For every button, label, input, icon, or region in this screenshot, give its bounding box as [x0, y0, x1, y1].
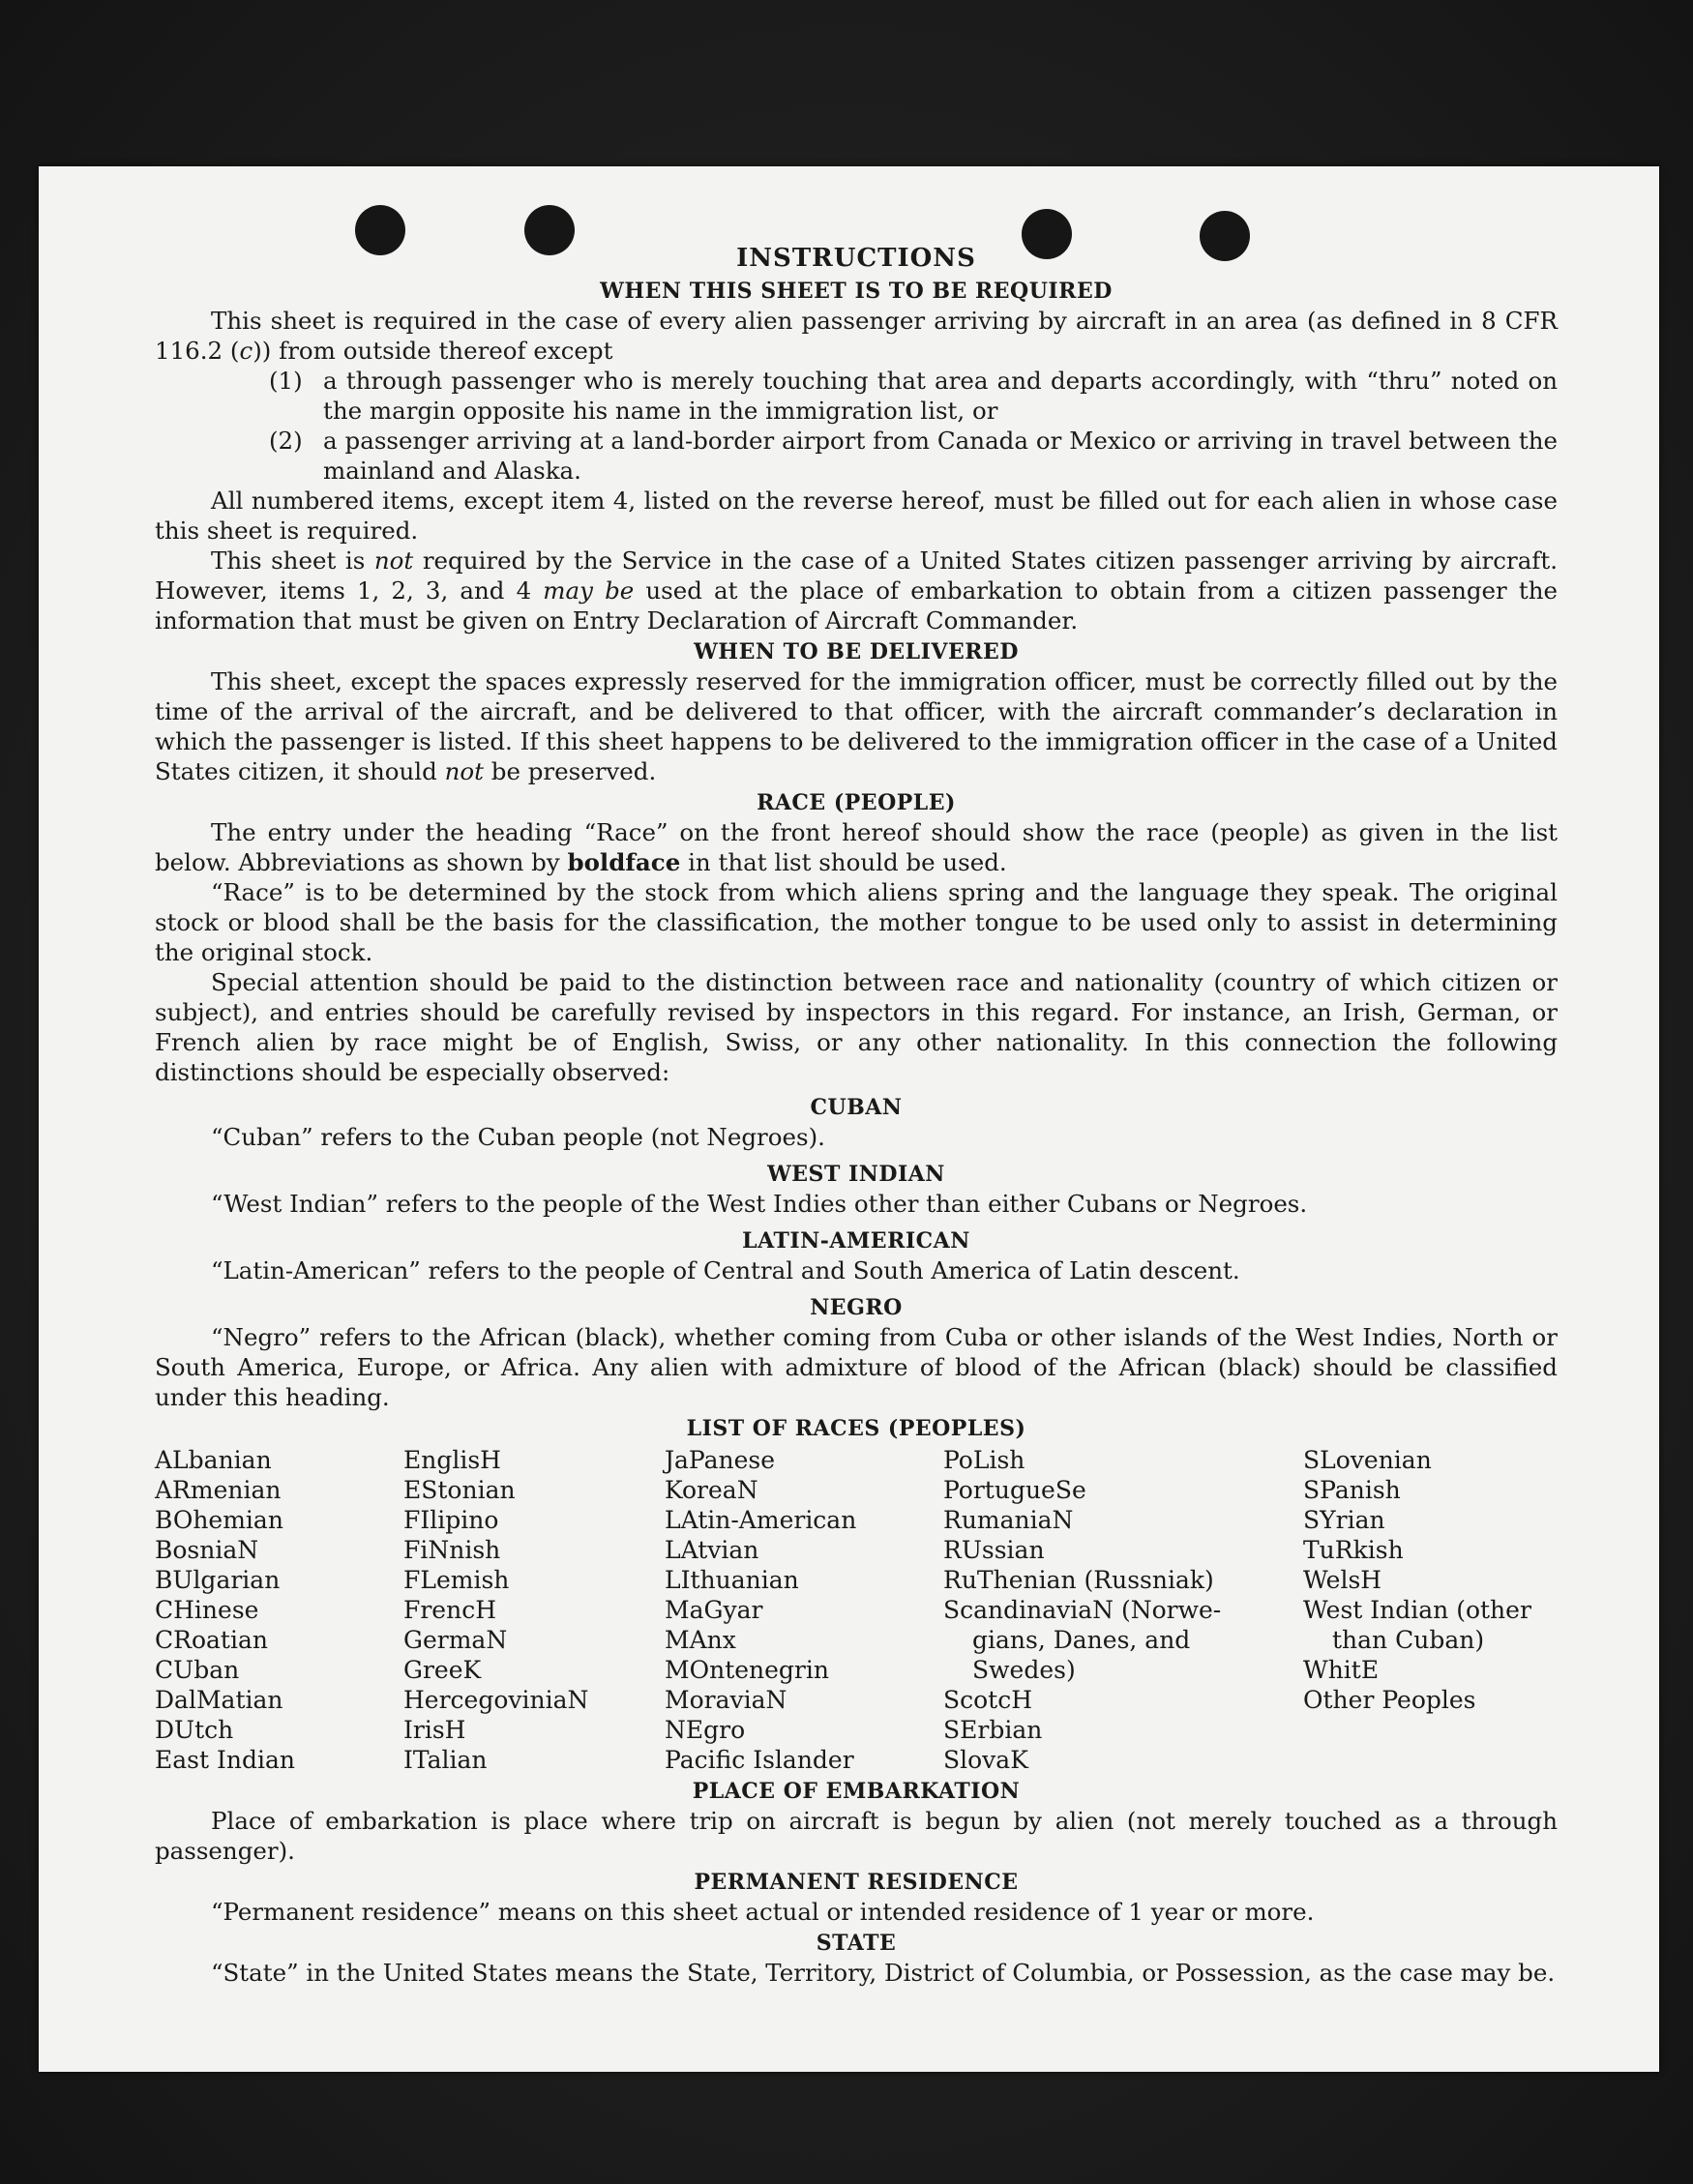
- heading-cuban: CUBAN: [810, 1095, 903, 1120]
- race-entry: FrencH: [403, 1596, 496, 1624]
- race-entry: BOhemian: [155, 1506, 283, 1534]
- heading-state: STATE: [816, 1931, 897, 1956]
- race-entry: Pacific Islander: [665, 1746, 854, 1774]
- paragraph: “Negro” refers to the African (black), whether coming from Cuba or other islands of the West Indies, North or South America, Europe, or Africa. Any alien with admixture of blood of the African (black) should be classified under this heading.: [155, 1323, 1558, 1411]
- heading-west-indian: WEST INDIAN: [767, 1162, 945, 1187]
- races-column: [155, 1445, 403, 1775]
- race-entry: GermaN: [403, 1626, 508, 1654]
- race-entry: SLovenian: [1303, 1446, 1432, 1474]
- race-entry: RUssian: [943, 1536, 1045, 1564]
- race-entry: TuRkish: [1303, 1536, 1404, 1564]
- race-entry: EnglisH: [403, 1446, 501, 1474]
- race-entry: MAnx: [665, 1626, 736, 1654]
- race-entry: WelsH: [1303, 1566, 1382, 1594]
- races-column: [1303, 1445, 1558, 1775]
- instruction-sheet: [39, 166, 1659, 2072]
- heading-permanent-residence: PERMANENT RESIDENCE: [694, 1870, 1019, 1895]
- instructions-content: [155, 242, 1558, 1988]
- paragraph: “Cuban” refers to the Cuban people (not Negroes).: [211, 1123, 825, 1151]
- race-entry: DUtch: [155, 1716, 234, 1744]
- race-entry: RuThenian (Russniak): [943, 1566, 1214, 1594]
- paragraph: This sheet is not required by the Service in the case of a United States citizen passenger arriving by aircraft. However, items 1, 2, 3, and 4 may be used at the place of embarkation to obtain from a citizen passenger the information that must be given on Entry Declaration of Aircraft Commander.: [155, 546, 1559, 635]
- race-entry: MOntenegrin: [665, 1656, 829, 1684]
- race-entry: ALbanian: [155, 1446, 272, 1474]
- race-entry: EStonian: [403, 1476, 516, 1504]
- race-entry: Other Peoples: [1303, 1686, 1476, 1714]
- race-entry: MaGyar: [665, 1596, 763, 1624]
- paragraph: “State” in the United States means the State, Territory, District of Columbia, or Possession, as the case may be.: [211, 1959, 1556, 1987]
- heading-negro: NEGRO: [810, 1295, 903, 1320]
- race-entry: LAtvian: [665, 1536, 759, 1564]
- race-entry: East Indian: [155, 1746, 295, 1774]
- paragraph: “Latin-American” refers to the people of Central and South America of Latin descent.: [211, 1256, 1240, 1284]
- race-entry: ITalian: [403, 1746, 488, 1774]
- paragraph: “Race” is to be determined by the stock from which aliens spring and the language they speak. The original stock or blood shall be the basis for the classification, the mother tongue to be used only to assist in determining the original stock.: [155, 878, 1558, 966]
- race-entry: CUban: [155, 1656, 240, 1684]
- heading-race: RACE (PEOPLE): [757, 790, 956, 815]
- heading-list-of-races: LIST OF RACES (PEOPLES): [686, 1416, 1026, 1441]
- race-entry: BUlgarian: [155, 1566, 281, 1594]
- races-column: [943, 1445, 1303, 1775]
- race-entry: SPanish: [1303, 1476, 1401, 1504]
- race-entry: SYrian: [1303, 1506, 1385, 1534]
- race-entry: PortugueSe: [943, 1476, 1086, 1504]
- race-entry: FIlipino: [403, 1506, 499, 1534]
- race-entry: MoraviaN: [665, 1686, 787, 1714]
- race-entry: FiNnish: [403, 1536, 501, 1564]
- heading-when-required: WHEN THIS SHEET IS TO BE REQUIRED: [600, 279, 1113, 304]
- race-entry: SlovaK: [943, 1746, 1028, 1774]
- race-entry: CHinese: [155, 1596, 259, 1624]
- paragraph: “West Indian” refers to the people of the West Indies other than either Cubans or Negroes.: [211, 1190, 1308, 1218]
- paragraph: Place of embarkation is place where trip on aircraft is begun by alien (not merely touched as a through passenger).: [155, 1807, 1558, 1865]
- races-column: [665, 1445, 943, 1775]
- race-entry: DalMatian: [155, 1686, 283, 1714]
- paragraph: This sheet is required in the case of every alien passenger arriving by aircraft in an area (as defined in 8 CFR 116.2 (c)) from outside thereof except: [155, 307, 1558, 365]
- race-entry: WhitE: [1303, 1656, 1380, 1684]
- race-entry: West Indian (other than Cuban): [1303, 1596, 1531, 1654]
- races-table: [155, 1445, 1558, 1775]
- page-title: INSTRUCTIONS: [736, 244, 976, 273]
- race-entry: LIthuanian: [665, 1566, 799, 1594]
- paragraph: “Permanent residence” means on this sheet actual or intended residence of 1 year or more.: [211, 1898, 1315, 1926]
- race-entry: NEgro: [665, 1716, 746, 1744]
- race-entry: LAtin-American: [665, 1506, 857, 1534]
- heading-embarkation: PLACE OF EMBARKATION: [692, 1779, 1021, 1804]
- paragraph: The entry under the heading “Race” on the front hereof should show the race (people) as given in the list below. Abbreviations as shown by boldface in that list should be used.: [155, 818, 1558, 876]
- race-entry: CRoatian: [155, 1626, 268, 1654]
- race-entry: ScandinaviaN (Norwe- gians, Danes, and Swedes): [943, 1596, 1222, 1684]
- race-entry: FLemish: [403, 1566, 510, 1594]
- exception-item: (1) a through passenger who is merely touching that area and departs accordingly, with “thru” noted on the margin opposite his name in the immigration list, or: [269, 367, 1558, 425]
- race-entry: BosniaN: [155, 1536, 259, 1564]
- race-entry: IrisH: [403, 1716, 466, 1744]
- race-entry: ScotcH: [943, 1686, 1033, 1714]
- race-entry: GreeK: [403, 1656, 482, 1684]
- race-entry: HercegoviniaN: [403, 1686, 589, 1714]
- race-entry: PoLish: [943, 1446, 1025, 1474]
- exception-item: (2) a passenger arriving at a land-border airport from Canada or Mexico or arriving in travel between the mainland and Alaska.: [269, 427, 1558, 485]
- heading-latin-american: LATIN-AMERICAN: [742, 1228, 970, 1254]
- race-entry: RumaniaN: [943, 1506, 1074, 1534]
- race-entry: KoreaN: [665, 1476, 758, 1504]
- races-column: [403, 1445, 665, 1775]
- race-entry: JaPanese: [665, 1446, 776, 1474]
- paragraph: Special attention should be paid to the distinction between race and nationality (country of which citizen or subject), and entries should be carefully revised by inspectors in this regard. For instance, an Irish, German, or French alien by race might be of English, Swiss, or any other nationality. In this connection the following distinctions should be especially observed:: [155, 968, 1558, 1086]
- paragraph: All numbered items, except item 4, listed on the reverse hereof, must be filled out for each alien in whose case this sheet is required.: [155, 487, 1558, 545]
- paragraph: This sheet, except the spaces expressly reserved for the immigration officer, must be correctly filled out by the time of the arrival of the aircraft, and be delivered to that officer, with the aircraft commander’s declaration in which the passenger is listed. If this sheet happens to be delivered to the immigration officer in the case of a United States citizen, it should not be preserved.: [155, 667, 1558, 785]
- heading-when-delivered: WHEN TO BE DELIVERED: [694, 639, 1019, 664]
- race-entry: ARmenian: [155, 1476, 282, 1504]
- race-entry: SErbian: [943, 1716, 1043, 1744]
